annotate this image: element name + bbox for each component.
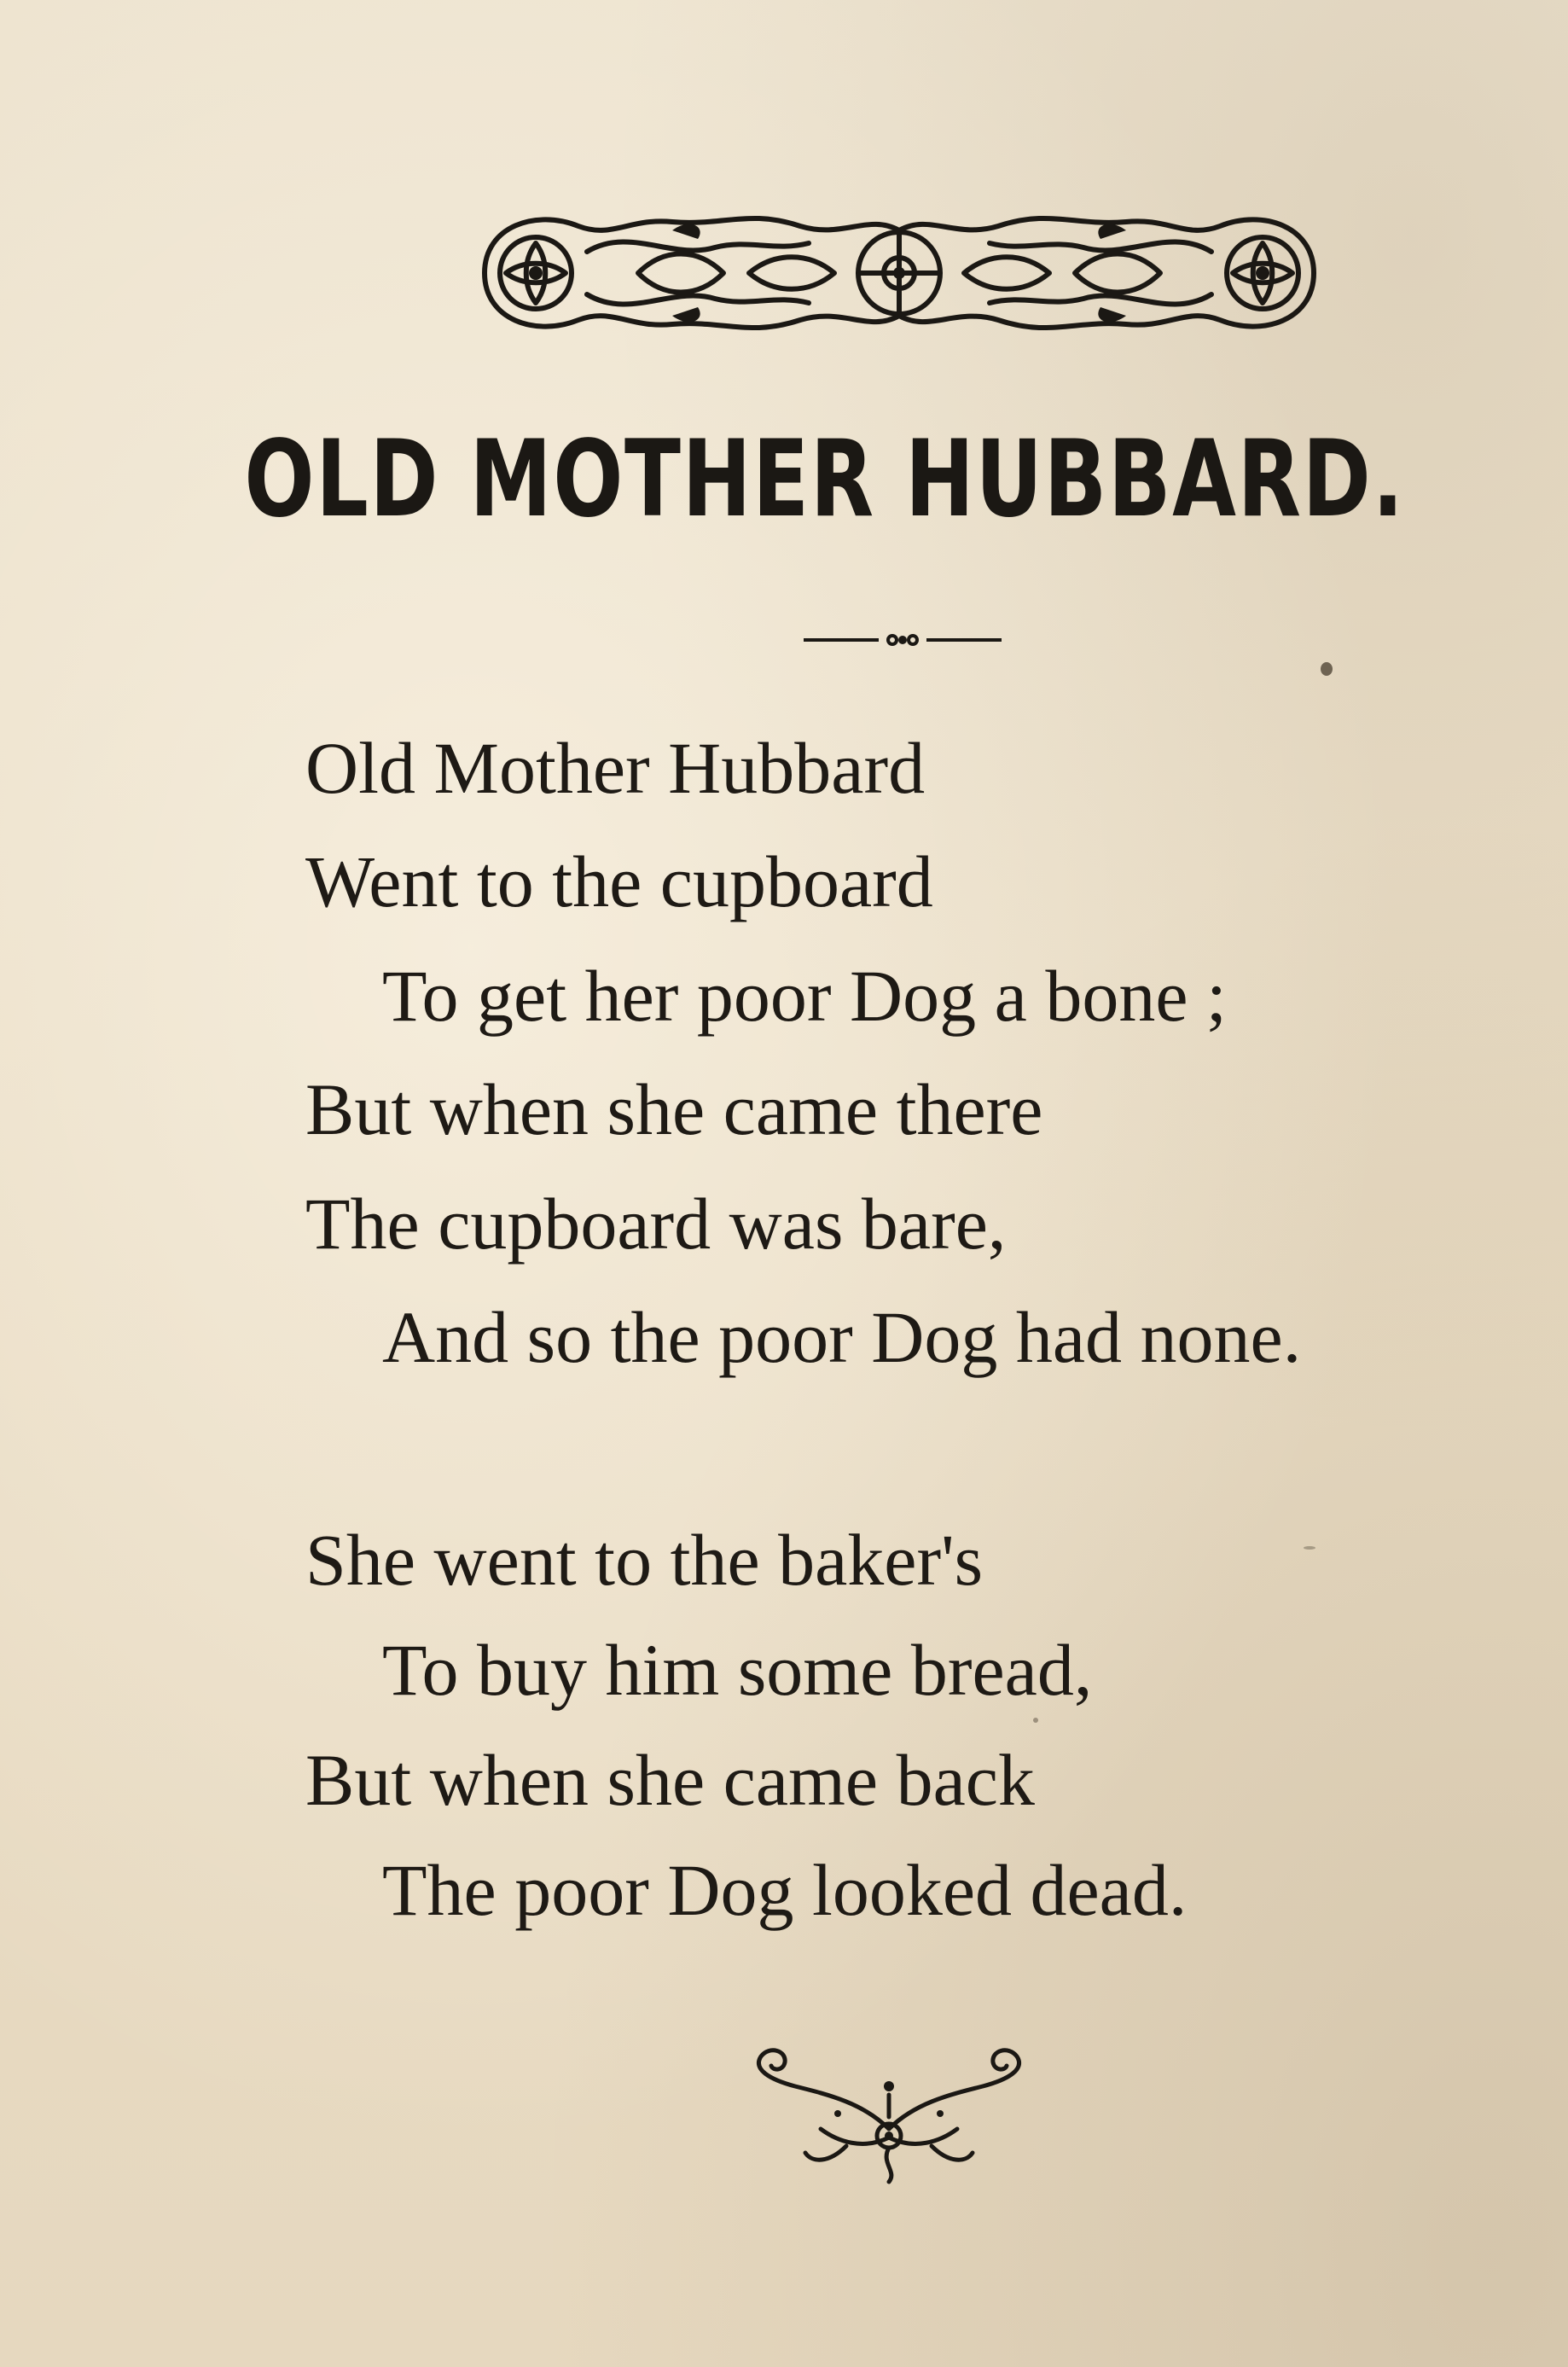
poem-line: To get her poor Dog a bone ; [382,955,1227,1037]
poem-line: The poor Dog looked dead. [382,1849,1188,1931]
paper-speck [1321,662,1333,676]
poem-line: But when she came back [305,1739,1035,1821]
poem-line: And so the poor Dog had none. [382,1296,1302,1378]
poem-line: She went to the baker's [305,1519,984,1601]
poem-line: The cupboard was bare, [305,1183,1007,1265]
poem-line: Old Mother Hubbard [305,727,926,809]
scroll-tailpiece-icon [735,2035,1042,2189]
poem-line: But when she came there [305,1068,1043,1150]
poem-title: OLD MOTHER HUBBARD. [244,418,1405,541]
dotted-rule-icon [804,627,1002,653]
paper-speck [1033,1718,1038,1723]
paper-speck [1304,1546,1315,1550]
floral-headpiece-icon [467,201,1331,346]
poem-line: To buy him some bread, [382,1629,1093,1711]
poem-line: Went to the cupboard [305,840,933,922]
